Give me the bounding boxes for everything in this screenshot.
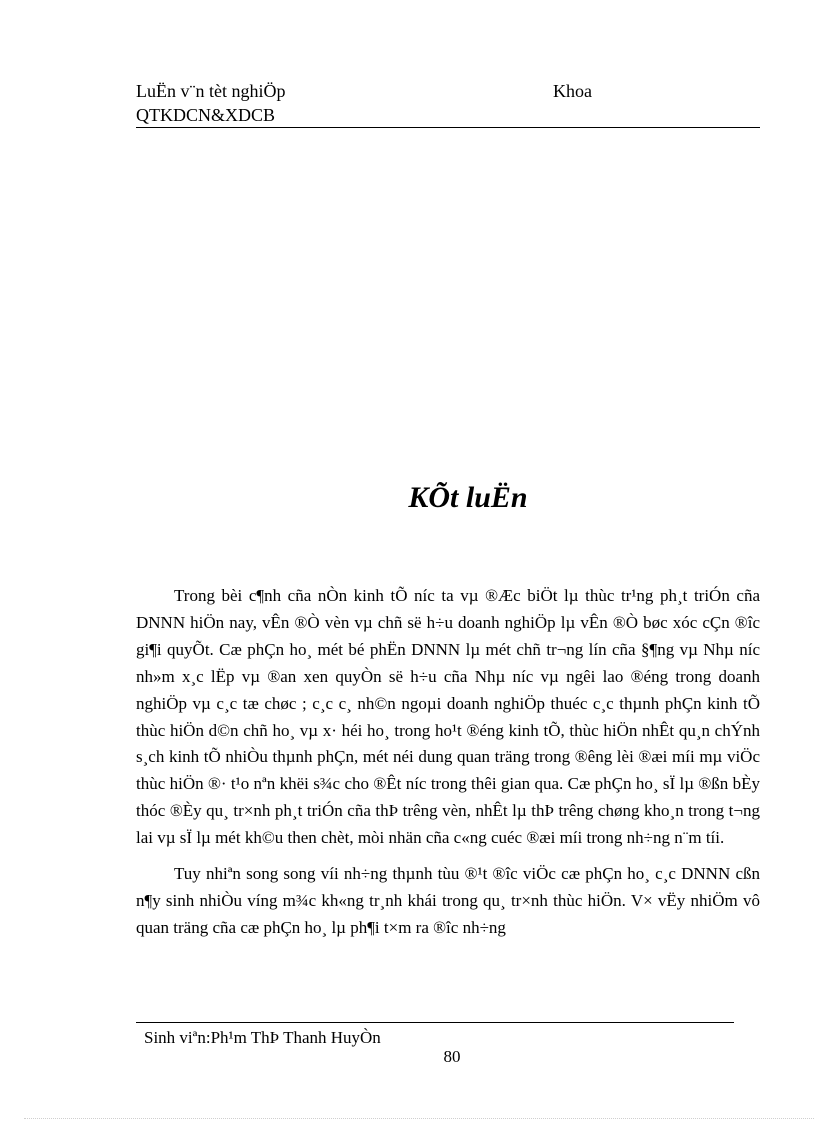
header-rule: [136, 127, 760, 128]
paragraph-2: Tuy nhiªn song song víi nh÷ng thµnh tùu ®¹t ®îc viÖc cæ phÇn ho¸ c¸c DNNN cßn n¶y sinh nhiÒu víng m¾c kh«ng tr¸nh khái trong qu¸ tr×nh thùc hiÖn. V× vËy nhiÖm vô quan träng cña cæ phÇn ho¸ lµ ph¶i t×m ra ®îc nh÷ng: [136, 864, 760, 937]
paragraph-1: Trong bèi c¶nh cña nÒn kinh tÕ níc ta vµ ®Æc biÖt lµ thùc tr¹ng ph¸t triÓn cña DNNN hiÖn nay, vÊn ®Ò vèn vµ chñ së h÷u doanh nghiÖp lµ vÊn ®Ò bøc xóc cÇn ®îc gi¶i quyÕt. Cæ phÇn ho¸ mét bé phËn DNNN lµ mét chñ tr¬ng lín cña §¶ng vµ Nhµ níc nh»m x¸c lËp vµ ®an xen quyÒn së h÷u cña Nhµ níc vµ ngêi lao ®éng trong doanh nghiÖp vµ c¸c tæ chøc ; c¸c c¸ nh©n ngoµi doanh nghiÖp thuéc c¸c thµnh phÇn kinh tÕ thùc hiÖn d©n chñ ho¸ vµ x· héi ho¸ trong ho¹t ®éng kinh tÕ, thùc hiÖn nhÊt qu¸n chÝnh s¸ch kinh tÕ nhiÒu thµnh phÇn, mét néi dung quan träng trong ®êng lèi ®æi míi mµ viÖc thùc hiÖn ®· t¹o nªn khëi s¾c cho ®Êt níc trong thêi gian qua. Cæ phÇn ho¸ sÏ lµ ®ßn bÈy thóc ®Èy qu¸ tr×nh ph¸t triÓn cña thÞ trêng vèn, nhÊt lµ thÞ trêng chøng kho¸n trong t¬ng lai vµ sÏ lµ mét kh©u then chèt, mòi nhän cña c«ng cuéc ®æi míi trong nh÷ng n¨m tíi.: [136, 586, 760, 848]
page-title: KÕt luËn: [408, 481, 528, 514]
header-thesis-label: LuËn v¨n tèt nghiÖp: [136, 81, 286, 101]
page-number: 80: [443, 1047, 461, 1066]
body-text: [136, 583, 760, 951]
header-faculty-label: Khoa: [553, 81, 592, 101]
page-boundary: [24, 1118, 814, 1119]
footer-student-name: Sinh viªn:Ph¹m ThÞ Thanh HuyÒn: [144, 1028, 381, 1047]
footer-rule: [136, 1022, 734, 1023]
header-faculty-code: QTKDCN&XDCB: [136, 105, 276, 125]
